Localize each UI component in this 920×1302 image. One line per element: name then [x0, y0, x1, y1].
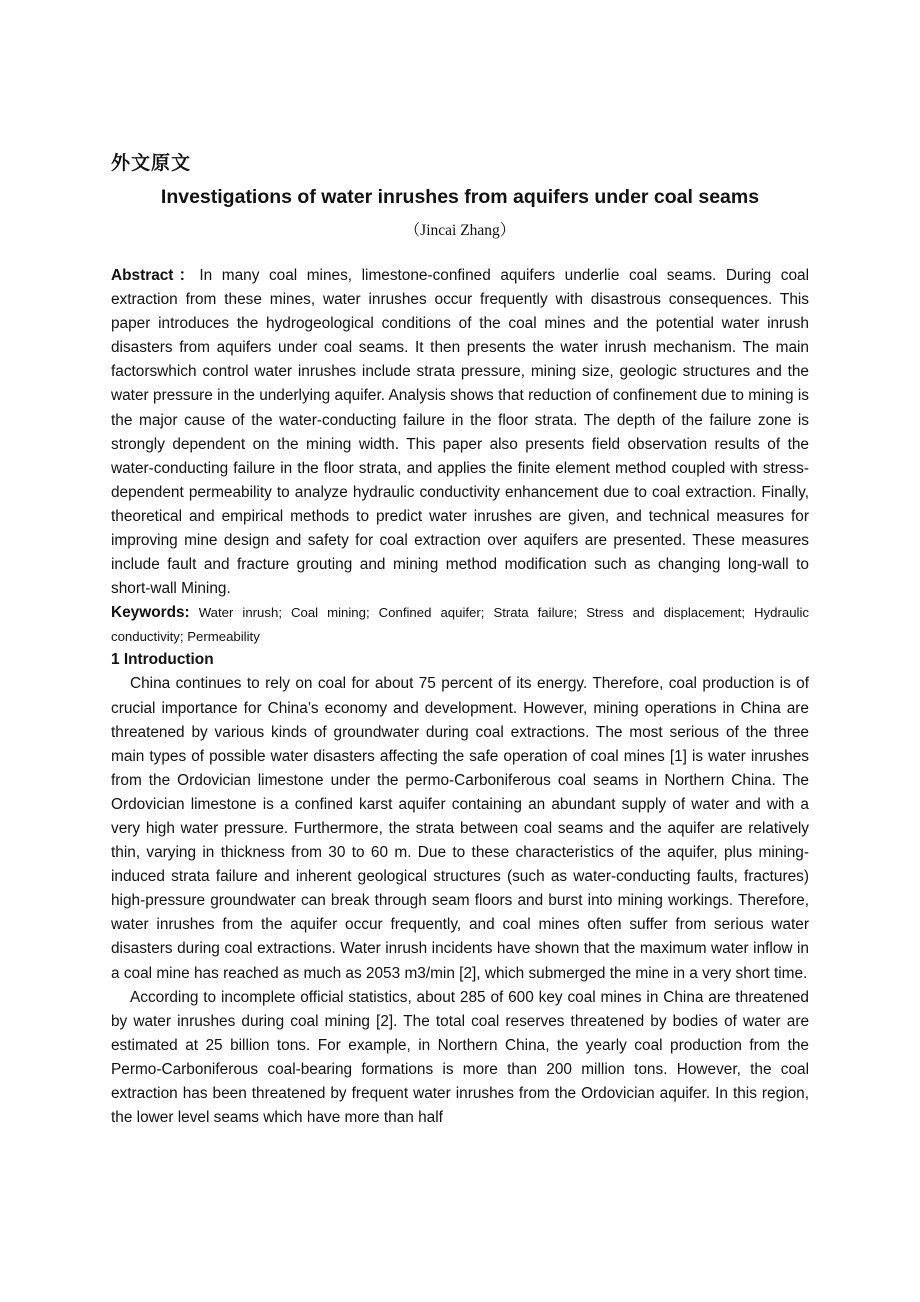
- abstract-label: Abstract：: [111, 267, 200, 284]
- intro-paragraph-2: According to incomplete official statistics, about 285 of 600 key coal mines in China are threatened by water inrushes during coal mining [2]. The total coal reserves threatened by bodies of water are estimated at 25 billion tons. For example, in Northern China, the yearly coal production from the Permo-Carboniferous coal-bearing formations is more than 200 million tons. However, the coal extraction has been threatened by frequent water inrushes from the Ordovician aquifer. In this region, the lower level seams which have more than half: [111, 988, 809, 1127]
- paper-body: [111, 264, 809, 1130]
- keywords-paragraph: [111, 601, 809, 648]
- paper-title: Investigations of water inrushes from aquifers under coal seams: [160, 186, 760, 208]
- section-heading: 1 Introduction: [111, 651, 214, 669]
- intro-paragraph-1: China continues to rely on coal for about 75 percent of its energy. Therefore, coal production is of crucial importance for China’s economy and development. However, mining operations in China are threatened by various kinds of groundwater during coal extractions. The most serious of the three main types of possible water disasters affecting the safe operation of coal mines [1] is water inrushes from the Ordovician limestone under the permo-Carboniferous coal seams in Northern China. The Ordovician limestone is a confined karst aquifer containing an abundant supply of water and with a very high water pressure. Furthermore, the strata between coal seams and the aquifer are relatively thin, varying in thickness from 30 to 60 m. Due to these characteristics of the aquifer, plus mining-induced strata failure and inherent geological structures (such as water-conducting faults, fractures) high-pressure groundwater can break through seam floors and burst into mining workings. Therefore, water inrushes from the aquifer occur frequently, and coal mines often suffer from serious water disasters during coal extractions. Water inrush incidents have shown that the maximum water inflow in a coal mine has reached as much as 2053 m3/min [2], which submerged the mine in a very short time.: [111, 675, 809, 982]
- keywords-text: Water inrush; Coal mining; Confined aquifer; Strata failure; Stress and displacement; Hydraulic conductivity; Permeability: [111, 605, 809, 644]
- paper-author: （Jincai Zhang）: [404, 222, 516, 239]
- chinese-heading: 外文原文: [111, 152, 192, 174]
- abstract-paragraph: [111, 264, 809, 601]
- keywords-label: Keywords:: [111, 604, 190, 622]
- abstract-text: In many coal mines, limestone-confined aquifers underlie coal seams. During coal extraction from these mines, water inrushes occur frequently with disastrous consequences. This paper introduces the hydrogeological conditions of the coal mines and the potential water inrush disasters from aquifers under coal seams. It then presents the water inrush mechanism. The main factorswhich control water inrushes include strata pressure, mining size, geologic structures and the water pressure in the underlying aquifer. Analysis shows that reduction of confinement due to mining is the major cause of the water-conducting failure in the floor strata. The depth of the failure zone is strongly dependent on the mining width. This paper also presents field observation results of the water-conducting failure in the floor strata, and applies the finite element method coupled with stress-dependent permeability to analyze hydraulic conductivity enhancement due to coal extraction. Finally, theoretical and empirical methods to predict water inrushes are given, and technical measures for improving mine design and safety for coal extraction over aquifers are presented. These measures include fault and fracture grouting and mining method modification such as changing long-wall to short-wall Mining.: [111, 267, 809, 598]
